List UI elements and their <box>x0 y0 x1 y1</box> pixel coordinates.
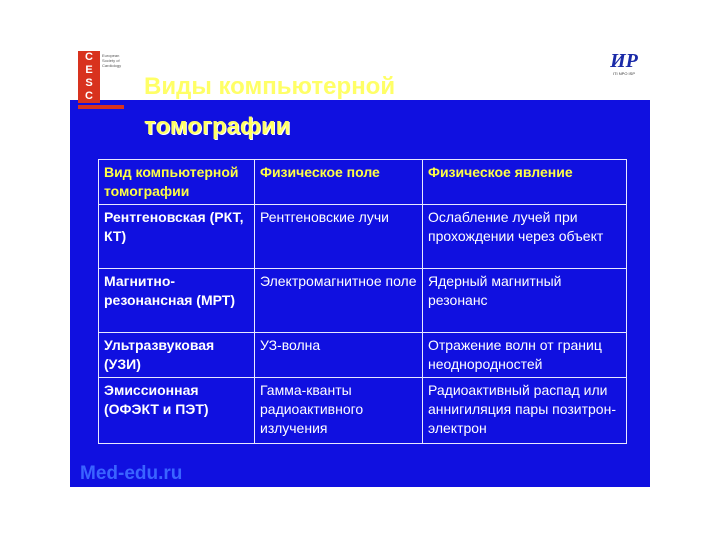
partner-logo-mark: ИР <box>610 50 638 72</box>
table-cell: УЗ-волна <box>255 333 423 378</box>
logo-bar <box>78 105 124 109</box>
table-cell: Ультразвуковая (УЗИ) <box>99 333 255 378</box>
table-cell: Эмиссионная (ОФЭКТ и ПЭТ) <box>99 378 255 444</box>
slide <box>70 45 650 487</box>
logo-letters <box>78 51 100 103</box>
table-cell: Гамма-кванты радиоактивного излучения <box>255 378 423 444</box>
table-cell: Рентгеновская (РКТ, КТ) <box>99 205 255 269</box>
esc-logo <box>78 51 124 103</box>
tomography-table <box>98 159 627 444</box>
table-cell: Рентгеновские лучи <box>255 205 423 269</box>
partner-logo-caption: ITI NPO ISP <box>612 71 635 76</box>
column-header: Физическое явление <box>423 160 627 205</box>
logo-letter: E <box>85 64 93 76</box>
table-row <box>99 269 627 333</box>
slide-title-line: томографии <box>144 113 291 140</box>
watermark: Med-edu.ru <box>80 463 183 484</box>
logo-letter: C <box>85 51 93 63</box>
column-header: Физическое поле <box>255 160 423 205</box>
table-row <box>99 378 627 444</box>
table-cell: Радиоактивный распад или аннигиляция пары позитрон-электрон <box>423 378 627 444</box>
table-cell: Отражение волн от границ неоднородностей <box>423 333 627 378</box>
table-cell: Ядерный магнитный резонанс <box>423 269 627 333</box>
partner-logo <box>600 51 648 95</box>
table-row <box>99 205 627 269</box>
table-cell: Ослабление лучей при прохождении через объект <box>423 205 627 269</box>
logo-letter: S <box>85 77 93 89</box>
slide-title <box>144 67 395 147</box>
logo-left-caption: European Society of Cardiology <box>102 53 122 68</box>
column-header: Вид компьютерной томографии <box>99 160 255 205</box>
table-header-row <box>99 160 627 205</box>
slide-title-line: Виды компьютерной <box>144 73 396 100</box>
table-cell: Магнитно-резонансная (МРТ) <box>99 269 255 333</box>
table-cell: Электромагнитное поле <box>255 269 423 333</box>
logo-letter: C <box>85 90 93 102</box>
table-row <box>99 333 627 378</box>
